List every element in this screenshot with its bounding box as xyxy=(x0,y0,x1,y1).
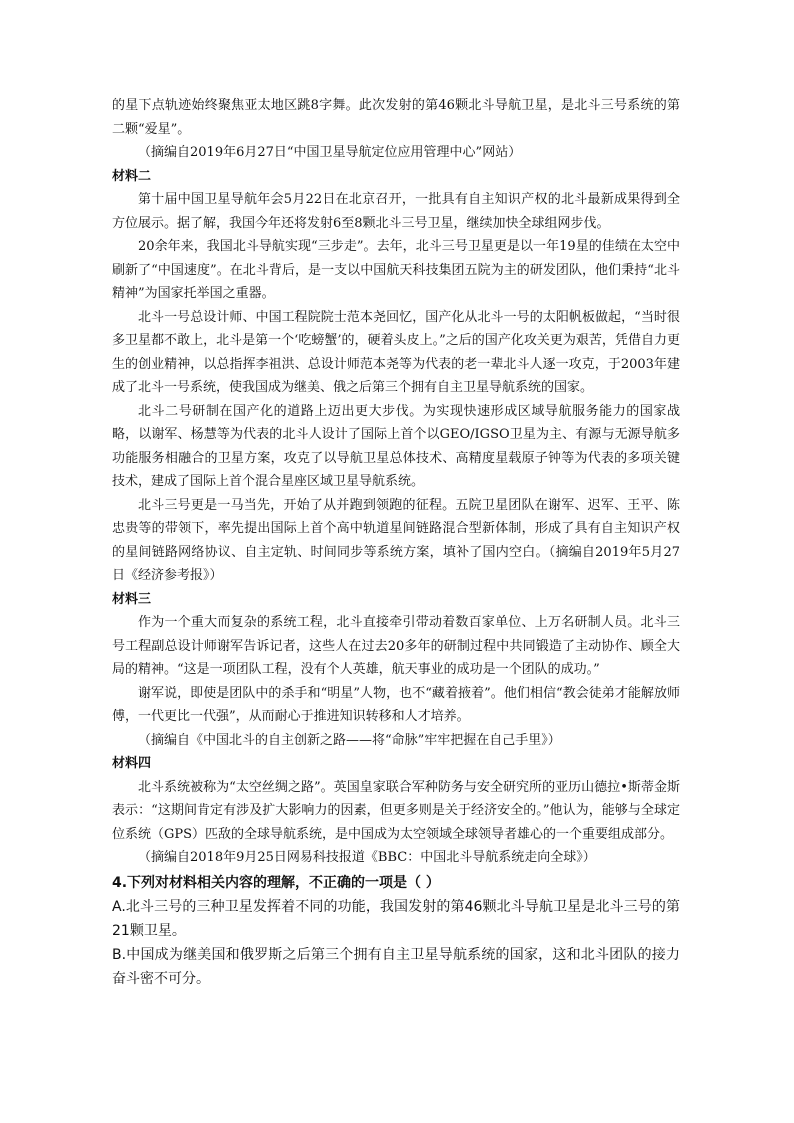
option-a: A.北斗三号的三种卫星发挥着不同的功能，我国发射的第46颗北斗导航卫星是北斗三号的第21颗卫星。 xyxy=(112,898,680,939)
material-three-source: （摘编自《中国北斗的自主创新之路——将“命脉”牢牢把握在自己手里》） xyxy=(138,732,561,748)
material-two-paragraph-5: 北斗三号更是一马当先，开始了从并跑到领跑的征程。五院卫星团队在谢军、迟军、王平、陈忠贵等的带领下，率先提出国际上首个高中轨道星间链路混合型新体制，形成了具有自主知识产权的星间链路网络协议、自主定轨、时间同步等系统方案，填补了国内空白。（摘编自2019年5月27 日《经济参考报》） xyxy=(112,497,680,583)
material-two-paragraph-3: 北斗一号总设计师、中国工程院院士范本尧回忆，国产化从北斗一号的太阳帆板做起，“当时很多卫星都不敢上，北斗是第一个‘吃螃蟹’的，硬着头皮上。”之后的国产化攻关更为艰苦，凭借自力更生的创业精神，以总指挥李祖洪、总设计师范本尧等为代表的老一辈北斗人逐一攻克，于2003年建成了北斗一号系统，使我国成为继美、俄之后第三个拥有自主卫星导航系统的国家。 xyxy=(112,309,680,395)
document-body xyxy=(112,94,680,991)
material-two-paragraph-1: 第十届中国卫星导航年会5月22日在北京召开，一批具有自主知识产权的北斗最新成果得到全方位展示。据了解，我国今年还将发射6至8颗北斗三号卫星，继续加快全球组网步伐。 xyxy=(112,192,680,231)
material-three-paragraph-1: 作为一个重大而复杂的系统工程，北斗直接牵引带动着数百家单位、上万名研制人员。北斗三号工程副总设计师谢军告诉记者，这些人在过去20多年的研制过程中共同锻造了主动协作、顾全大局的精神。“这是一项团队工程，没有个人英雄，航天事业的成功是一个团队的成功。” xyxy=(112,615,680,677)
intro-paragraph: 的星下点轨迹始终聚焦亚太地区跳8字舞。此次发射的第46颗北斗导航卫星，是北斗三号系统的第二颗“爱星”。 xyxy=(112,98,680,137)
material-two-paragraph-2: 20余年来，我国北斗导航实现“三步走”。去年，北斗三号卫星更是以一年19星的佳绩在太空中刷新了“中国速度”。在北斗背后，是一支以中国航天科技集团五院为主的研发团队，他们秉持“北斗精神”为国家托举国之重器。 xyxy=(112,239,680,301)
question-block xyxy=(112,871,680,991)
material-four-heading: 材料四 xyxy=(112,756,152,771)
option-b: B.中国成为继美国和俄罗斯之后第三个拥有自主卫星导航系统的国家，这和北斗团队的接力奋斗密不可分。 xyxy=(112,946,680,987)
intro-source: （摘编自2019年6月27日“中国卫星导航定位应用管理中心”网站） xyxy=(138,145,522,160)
material-four-source: （摘编自2018年9月25日网易科技报道《BBC：中国北斗导航系统走向全球》） xyxy=(138,850,596,865)
material-four-paragraph-1: 北斗系统被称为“太空丝绸之路”。英国皇家联合军种防务与安全研究所的亚历山德拉•斯蒂金斯表示：“这期间肯定有涉及扩大影响力的因素，但更多则是关于经济安全的。”他认为，能够与全球定位系统（GPS）匹敌的全球导航系统，是中国成为太空领域全球领导者雄心的一个重要组成部分。 xyxy=(112,779,680,842)
material-two-heading: 材料二 xyxy=(112,168,152,184)
question-title: 4.下列对材料相关内容的理解，不正确的一项是（ ） xyxy=(112,874,440,891)
material-two-paragraph-4: 北斗二号研制在国产化的道路上迈出更大步伐。为实现快速形成区域导航服务能力的国家战略，以谢军、杨慧等为代表的北斗人设计了国际上首个以GEO/IGSO卫星为主、有源与无源导航多功能服务相融合的卫星方案，攻克了以导航卫星总体技术、高精度星载原子钟等为代表的多项关键技术，建成了国际上首个混合星座区域卫星导航系统。 xyxy=(112,403,680,489)
material-three-heading: 材料三 xyxy=(112,591,152,607)
material-three-paragraph-2: 谢军说，即使是团队中的杀手和“明星”人物，也不“藏着掖着”。他们相信“教会徒弟才能解放师傅，一代更比一代强”，从而耐心于推进知识转移和人才培养。 xyxy=(112,685,680,724)
